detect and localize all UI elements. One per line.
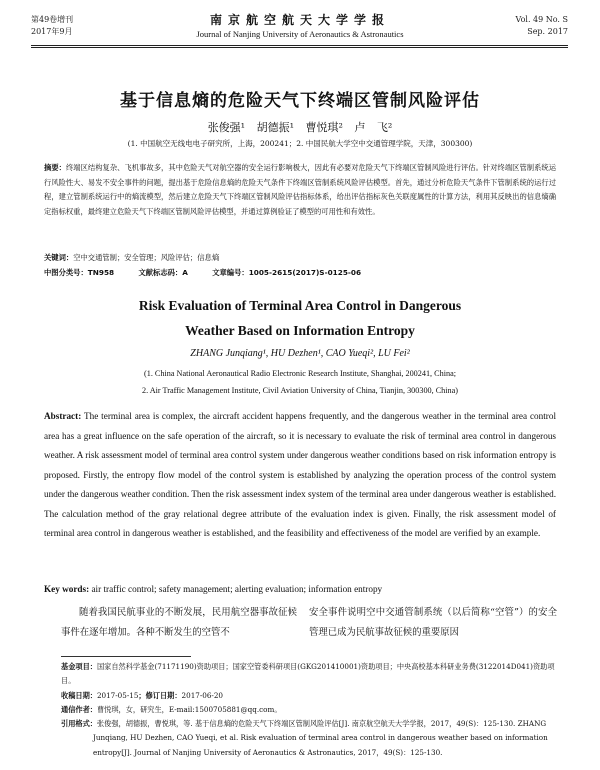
header-rule bbox=[31, 45, 568, 46]
header-rule-thin bbox=[31, 47, 568, 48]
keywords-cn bbox=[44, 253, 556, 263]
volume-cn: 第49卷增刊 bbox=[31, 15, 74, 24]
volume-en: Vol. 49 No. S bbox=[515, 15, 568, 24]
journal-title-en: Journal of Nanjing University of Aeronautics & Astronautics bbox=[196, 29, 404, 39]
abstract-en-label: Abstract: bbox=[44, 411, 82, 421]
paper-title-en bbox=[0, 293, 600, 343]
abstract-cn-label: 摘要： bbox=[44, 163, 66, 172]
date-en: Sep. 2017 bbox=[527, 27, 568, 36]
paper-title-en-line1: Risk Evaluation of Terminal Area Control in Dangerous bbox=[138, 298, 462, 313]
affiliations-en bbox=[0, 365, 600, 399]
footnotes bbox=[61, 660, 557, 760]
keywords-cn-label: 关键词： bbox=[44, 253, 74, 262]
date-cn: 2017年9月 bbox=[31, 27, 73, 36]
clc-code: 中图分类号：TN958 bbox=[44, 268, 115, 277]
citation-note: 引用格式：张俊强，胡德振，曹悦琪，等. 基于信息熵的危险天气下终端区管制风险评估[J]. 南京航空航天大学学报，2017，49(S)：125-130. ZHANG Junqiang, HU Dezhen, CAO Yueqi, et al. Risk evaluation of terminal area control in dangerous weather based on information entropy[J]. Journal of Nanjing University of Aeronautics & Astronautics, 2017，49(S)：125-130. bbox=[61, 719, 548, 757]
header-right bbox=[516, 14, 568, 38]
abstract-cn-text: 终端区结构复杂、飞机事故多，其中危险天气对航空器的安全运行影响极大，因此有必要对危险天气下终端区管制风险进行评估。针对终端区管制系统运行风险性大、易发不安全事件的问题，提出基于危险信息熵的危险天气条件下终端区管制系统风险评估模型。首先，通过分析危险天气条件下管制系统的运行过程，建立管制系统运行中的熵流模型，然后建立危险天气下终端区管制风险评估指标体系，给出评估指标灰色关联度属性的计算方法，利用其反映出的信息熵确定指标权重，最终建立危险天气下终端区管制风险评估模型，并通过算例验证了模型的可用性和有效性。 bbox=[44, 163, 557, 216]
keywords-en-label: Key words: bbox=[44, 584, 90, 594]
article-id: 文章编号：1005-2615(2017)S-0125-06 bbox=[212, 268, 362, 277]
keywords-en bbox=[44, 584, 556, 594]
paper-title-cn: 基于信息熵的危险天气下终端区管制风险评估 bbox=[120, 91, 480, 111]
classification-cn bbox=[44, 268, 556, 278]
affiliation-en-2: 2. Air Traffic Management Institute, Civil Aviation University of China, Tianjin, 300300, China) bbox=[141, 386, 459, 395]
fund-note: 基金项目：国家自然科学基金(71171190)资助项目；国家空管委科研项目(GKG201410001)资助项目；中央高校基本科研业务费(3122014D041)资助项目。 bbox=[61, 662, 555, 686]
body-column-right: 安全事件说明空中交通管制系统（以后简称“空管”）的安全管理已成为民航事故征候的重要原因 bbox=[309, 607, 557, 638]
abstract-en bbox=[44, 407, 556, 544]
keywords-cn-text: 空中交通管制；安全管理；风险评估；信息熵 bbox=[73, 253, 220, 262]
abstract-en-text: The terminal area is complex, the aircraft accident happens frequently, and the dangerous weather in the terminal area control area has a great influence on the safe operation of the aircraft, so it is necessary to evaluate the risk of terminal area control in dangerous weather. A risk assessment model of terminal area control system under dangerous weather conditions based on risk information entropy is proposed. Firstly, the entropy flow model of the control system is established by analyzing the operation process of the control system under the dangerous weather condition. Then the risk assessment index system of the terminal area under dangerous weather is established. The calculation method of the gray relational degree attribute of the evaluation index is given. Finally, the risk assessment model of terminal area control in dangerous weather is established, and the feasibility and effectiveness of the model are verified by an example. bbox=[44, 411, 557, 538]
keywords-en-text: air traffic control; safety management; alerting evaluation; information entropy bbox=[91, 584, 383, 594]
affiliations-cn: (1. 中国航空无线电电子研究所，上海，200241；2. 中国民航大学空中交通管理学院，天津，300300) bbox=[127, 139, 473, 148]
abstract-cn bbox=[44, 161, 556, 219]
footnote-rule bbox=[61, 656, 191, 657]
document-code: 文献标志码：A bbox=[138, 268, 188, 277]
dates-note: 收稿日期：2017-05-15；修订日期：2017-06-20 bbox=[61, 690, 223, 700]
paper-title-en-line2: Weather Based on Information Entropy bbox=[185, 323, 415, 338]
authors-en: ZHANG Junqiang¹, HU Dezhen¹, CAO Yueqi², LU Fei² bbox=[190, 348, 410, 359]
journal-title-cn: 南京航空航天大学学报 bbox=[209, 13, 390, 27]
affiliation-en-1: (1. China National Aeronautical Radio Electronic Research Institute, Shanghai, 200241, China; bbox=[144, 369, 456, 378]
authors-cn: 张俊强¹ 胡德振¹ 曹悦琪² 卢 飞² bbox=[207, 121, 393, 134]
journal-header bbox=[150, 12, 450, 40]
header-left bbox=[31, 14, 73, 38]
corresponding-author-note: 通信作者：曹悦琪，女，研究生，E-mail:1500705881@qq.com。 bbox=[61, 704, 282, 714]
body-column-left: 随着我国民航事业的不断发展，民用航空器事故征候事件在逐年增加。各种不断发生的空管不 bbox=[61, 607, 297, 638]
